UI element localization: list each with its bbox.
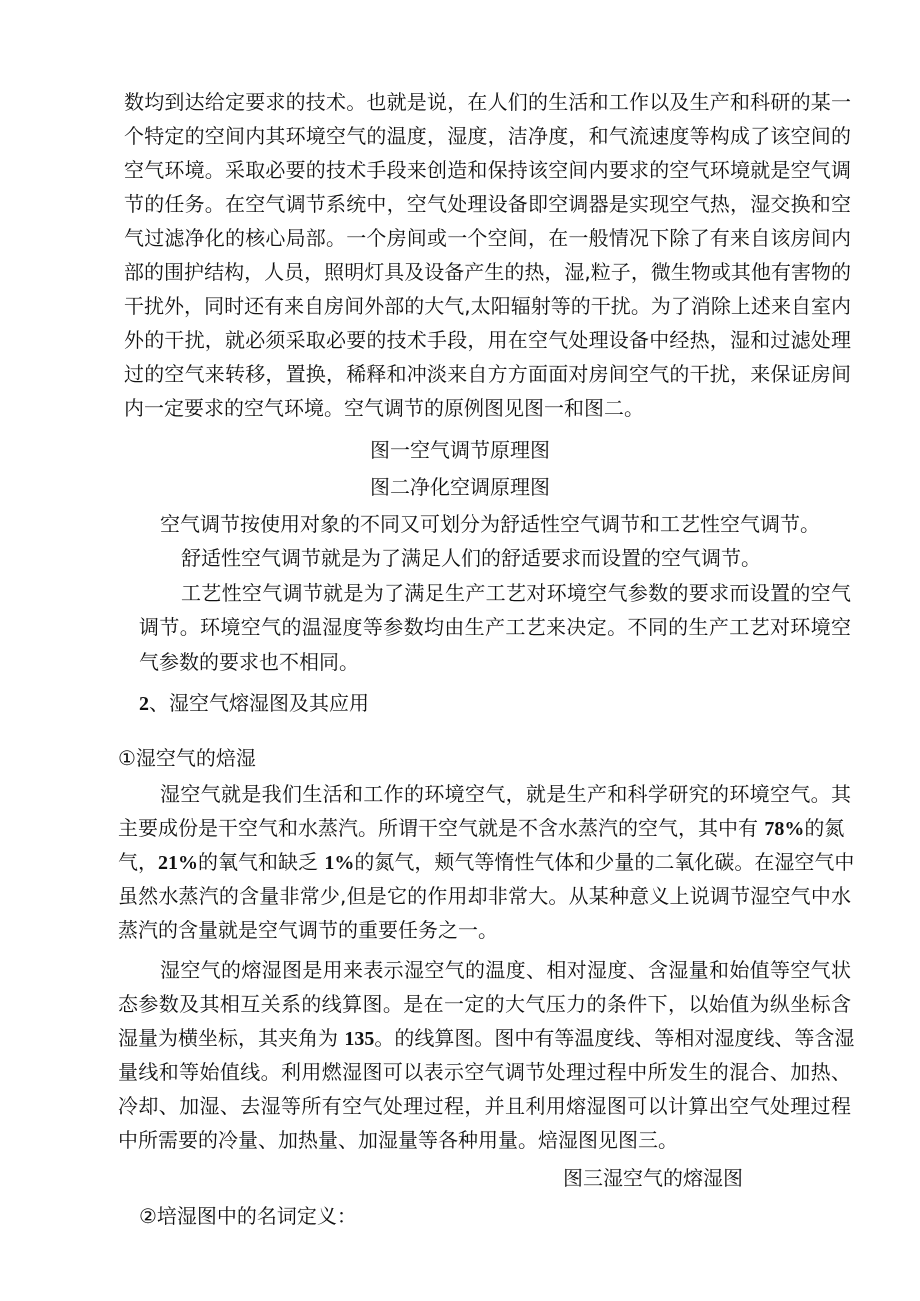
text-line — [118, 816, 844, 841]
text-line: 内一定要求的空气环境。空气调节的原例图见图一和图二。 — [124, 396, 644, 420]
text-line: 气过滤净化的核心局部。一个房间或一个空间，在一般情况下除了有来自该房间内 — [124, 226, 851, 250]
text-line: 中所需要的冷量、加热量、加湿量等各种用量。焙湿图见图三。 — [118, 1128, 678, 1152]
text-line: 量线和等始值线。利用燃湿图可以表示空气调节处理过程中所发生的混合、加热、 — [118, 1060, 851, 1084]
text-line: 冷却、加湿、去湿等所有空气处理过程，并且利用熔湿图可以计算出空气处理过程 — [118, 1094, 851, 1118]
text-line — [118, 850, 854, 875]
section-heading — [139, 691, 369, 716]
comfort-ac-line: 舒适性空气调节就是为了满足人们的舒适要求而设置的空气调节。 — [181, 546, 761, 570]
percent-value: 78% — [764, 818, 805, 840]
text-span: 的氮气，颊气等惰性气体和少量的二氧化碳。在湿空气中 — [354, 850, 855, 874]
text-line: 部的围护结构，人员，照明灯具及设备产生的热，湿,粒子，微生物或其他有害物的 — [124, 260, 851, 284]
text-span: 的氧气和缺乏 — [198, 850, 325, 874]
text-line: 蒸汽的含量就是空气调节的重要任务之一。 — [118, 918, 498, 942]
figure-caption-3: 图三湿空气的熔湿图 — [563, 1166, 743, 1190]
subsection-title-1: ①湿空气的焙湿 — [118, 746, 256, 770]
text-line: 外的干扰，就必须采取必要的技术手段，用在空气处理设备中经热，湿和过滤处理 — [124, 328, 851, 352]
text-span: 。的线算图。图中有等温度线、等相对湿度线、等含湿 — [374, 1026, 855, 1050]
text-line: 湿空气就是我们生活和工作的环境空气，就是生产和科学研究的环境空气。其 — [160, 782, 851, 806]
text-line: 干扰外，同时还有来自房间外部的大气,太阳辐射等的干扰。为了消除上述来自室内 — [124, 294, 851, 318]
text-span: 主要成份是干空气和水蒸汽。所谓干空气就是不含水蒸汽的空气，其中有 — [118, 816, 765, 840]
text-line: 过的空气来转移，置换，稀释和冲淡来自方方面面对房间空气的干扰，来保证房间 — [124, 362, 851, 386]
subsection-title-2: ②培湿图中的名词定义： — [139, 1204, 357, 1228]
text-line: 节的任务。在空气调节系统中，空气处理设备即空调器是实现空气热，湿交换和空 — [124, 192, 851, 216]
text-span: 的氮 — [804, 816, 845, 840]
text-line: 态参数及其相互关系的线算图。是在一定的大气压力的条件下，以始值为纵坐标含 — [118, 992, 851, 1016]
text-line: 个特定的空间内其环境空气的温度，湿度，洁净度，和气流速度等构成了该空间的 — [124, 124, 851, 148]
classification-line: 空气调节按使用对象的不同又可划分为舒适性空气调节和工艺性空气调节。 — [160, 512, 820, 536]
text-line: 湿空气的熔湿图是用来表示湿空气的温度、相对湿度、含湿量和始值等空气状 — [160, 958, 851, 982]
section-title: 、湿空气熔湿图及其应用 — [149, 691, 369, 715]
text-line: 气参数的要求也不相同。 — [139, 650, 359, 674]
text-line: 工艺性空气调节就是为了满足生产工艺对环境空气参数的要求而设置的空气 — [181, 581, 851, 605]
text-line: 调节。环境空气的温湿度等参数均由生产工艺来决定。不同的生产工艺对环境空 — [139, 615, 851, 639]
percent-value: 21% — [158, 852, 198, 874]
text-line: 空气环境。采取必要的技术手段来创造和保持该空间内要求的空气环境就是空气调 — [124, 158, 851, 182]
angle-value: 135 — [344, 1028, 375, 1050]
text-span: 气， — [118, 850, 158, 874]
text-span: 湿量为横坐标，其夹角为 — [118, 1026, 345, 1050]
text-line: 虽然水蒸汽的含量非常少,但是它的作用却非常大。从某种意义上说调节湿空气中水 — [118, 884, 851, 908]
text-line — [118, 1026, 854, 1051]
figure-caption-2: 图二净化空调原理图 — [370, 475, 550, 499]
section-number: 2 — [139, 693, 149, 715]
figure-caption-1: 图一空气调节原理图 — [370, 438, 550, 462]
percent-value: 1% — [324, 852, 355, 874]
text-line: 数均到达给定要求的技术。也就是说，在人们的生活和工作以及生产和科研的某一 — [124, 90, 851, 114]
